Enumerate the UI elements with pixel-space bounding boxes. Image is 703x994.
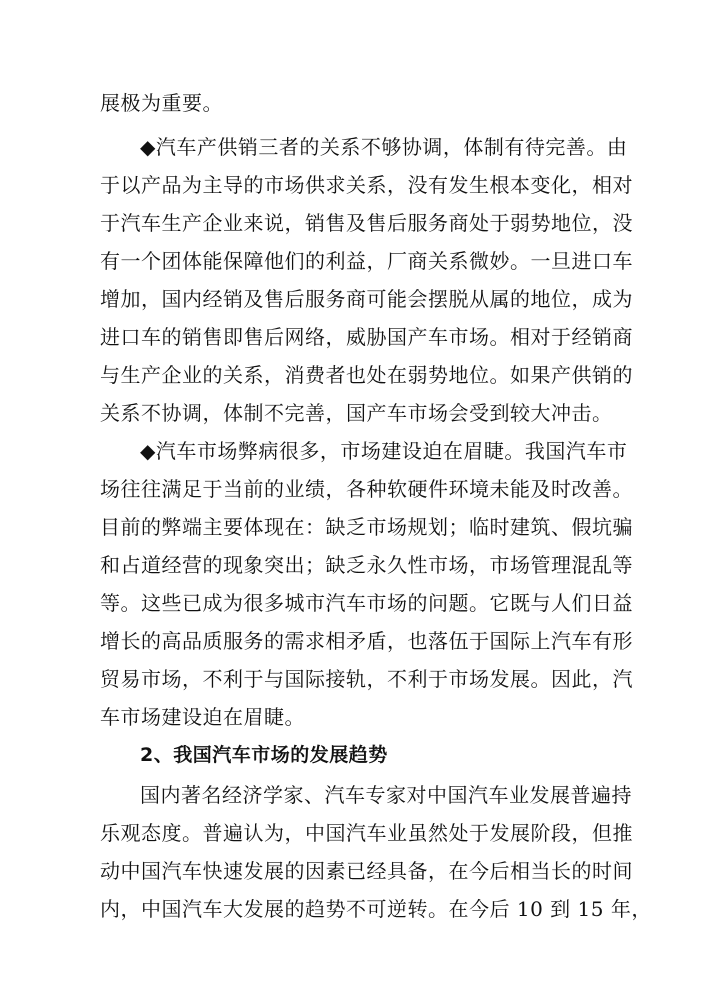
text-line: 场往往满足于当前的业绩，各种软硬件环境未能及时改善。 [100,477,633,501]
text-line: 车市场建设迫在眉睫。 [100,705,305,729]
text-line: 与生产企业的关系，消费者也处在弱势地位。如果产供销的 [100,363,633,387]
text-line: 目前的弊端主要体现在：缺乏市场规划；临时建筑、假坑骗 [100,515,633,539]
text-line: 于以产品为主导的市场供求关系，没有发生根本变化，相对 [100,173,633,197]
text-line: 增长的高品质服务的需求相矛盾，也落伍于国际上汽车有形 [100,629,633,653]
section-heading: 2、我国汽车市场的发展趋势 [140,744,388,766]
text-line: 和占道经营的现象突出；缺乏永久性市场，市场管理混乱等 [100,553,633,577]
text-line: 内，中国汽车大发展的趋势不可逆转。在今后 10 到 15 年， [100,897,652,921]
text-line: 增加，国内经销及售后服务商可能会摆脱从属的地位，成为 [100,287,633,311]
paragraph-start: 国内著名经济学家、汽车专家对中国汽车业发展普遍持 [140,783,632,807]
text-line: 进口车的销售即售后网络，威胁国产车市场。相对于经销商 [100,325,633,349]
text-line: 关系不协调，体制不完善，国产车市场会受到较大冲击。 [100,401,613,425]
bullet-paragraph-start: ◆汽车产供销三者的关系不够协调，体制有待完善。由 [140,135,628,159]
text-line: 贸易市场，不利于与国际接轨，不利于市场发展。因此，汽 [100,667,633,691]
text-line: 于汽车生产企业来说，销售及售后服务商处于弱势地位，没 [100,211,633,235]
text-line: 等。这些已成为很多城市汽车市场的问题。它既与人们日益 [100,591,633,615]
text-line: 展极为重要。 [100,91,223,115]
text-line: 乐观态度。普遍认为，中国汽车业虽然处于发展阶段，但推 [100,821,633,845]
text-line: 有一个团体能保障他们的利益，厂商关系微妙。一旦进口车 [100,249,633,273]
text-line: 动中国汽车快速发展的因素已经具备，在今后相当长的时间 [100,859,633,883]
bullet-paragraph-start: ◆汽车市场弊病很多，市场建设迫在眉睫。我国汽车市 [140,439,628,463]
